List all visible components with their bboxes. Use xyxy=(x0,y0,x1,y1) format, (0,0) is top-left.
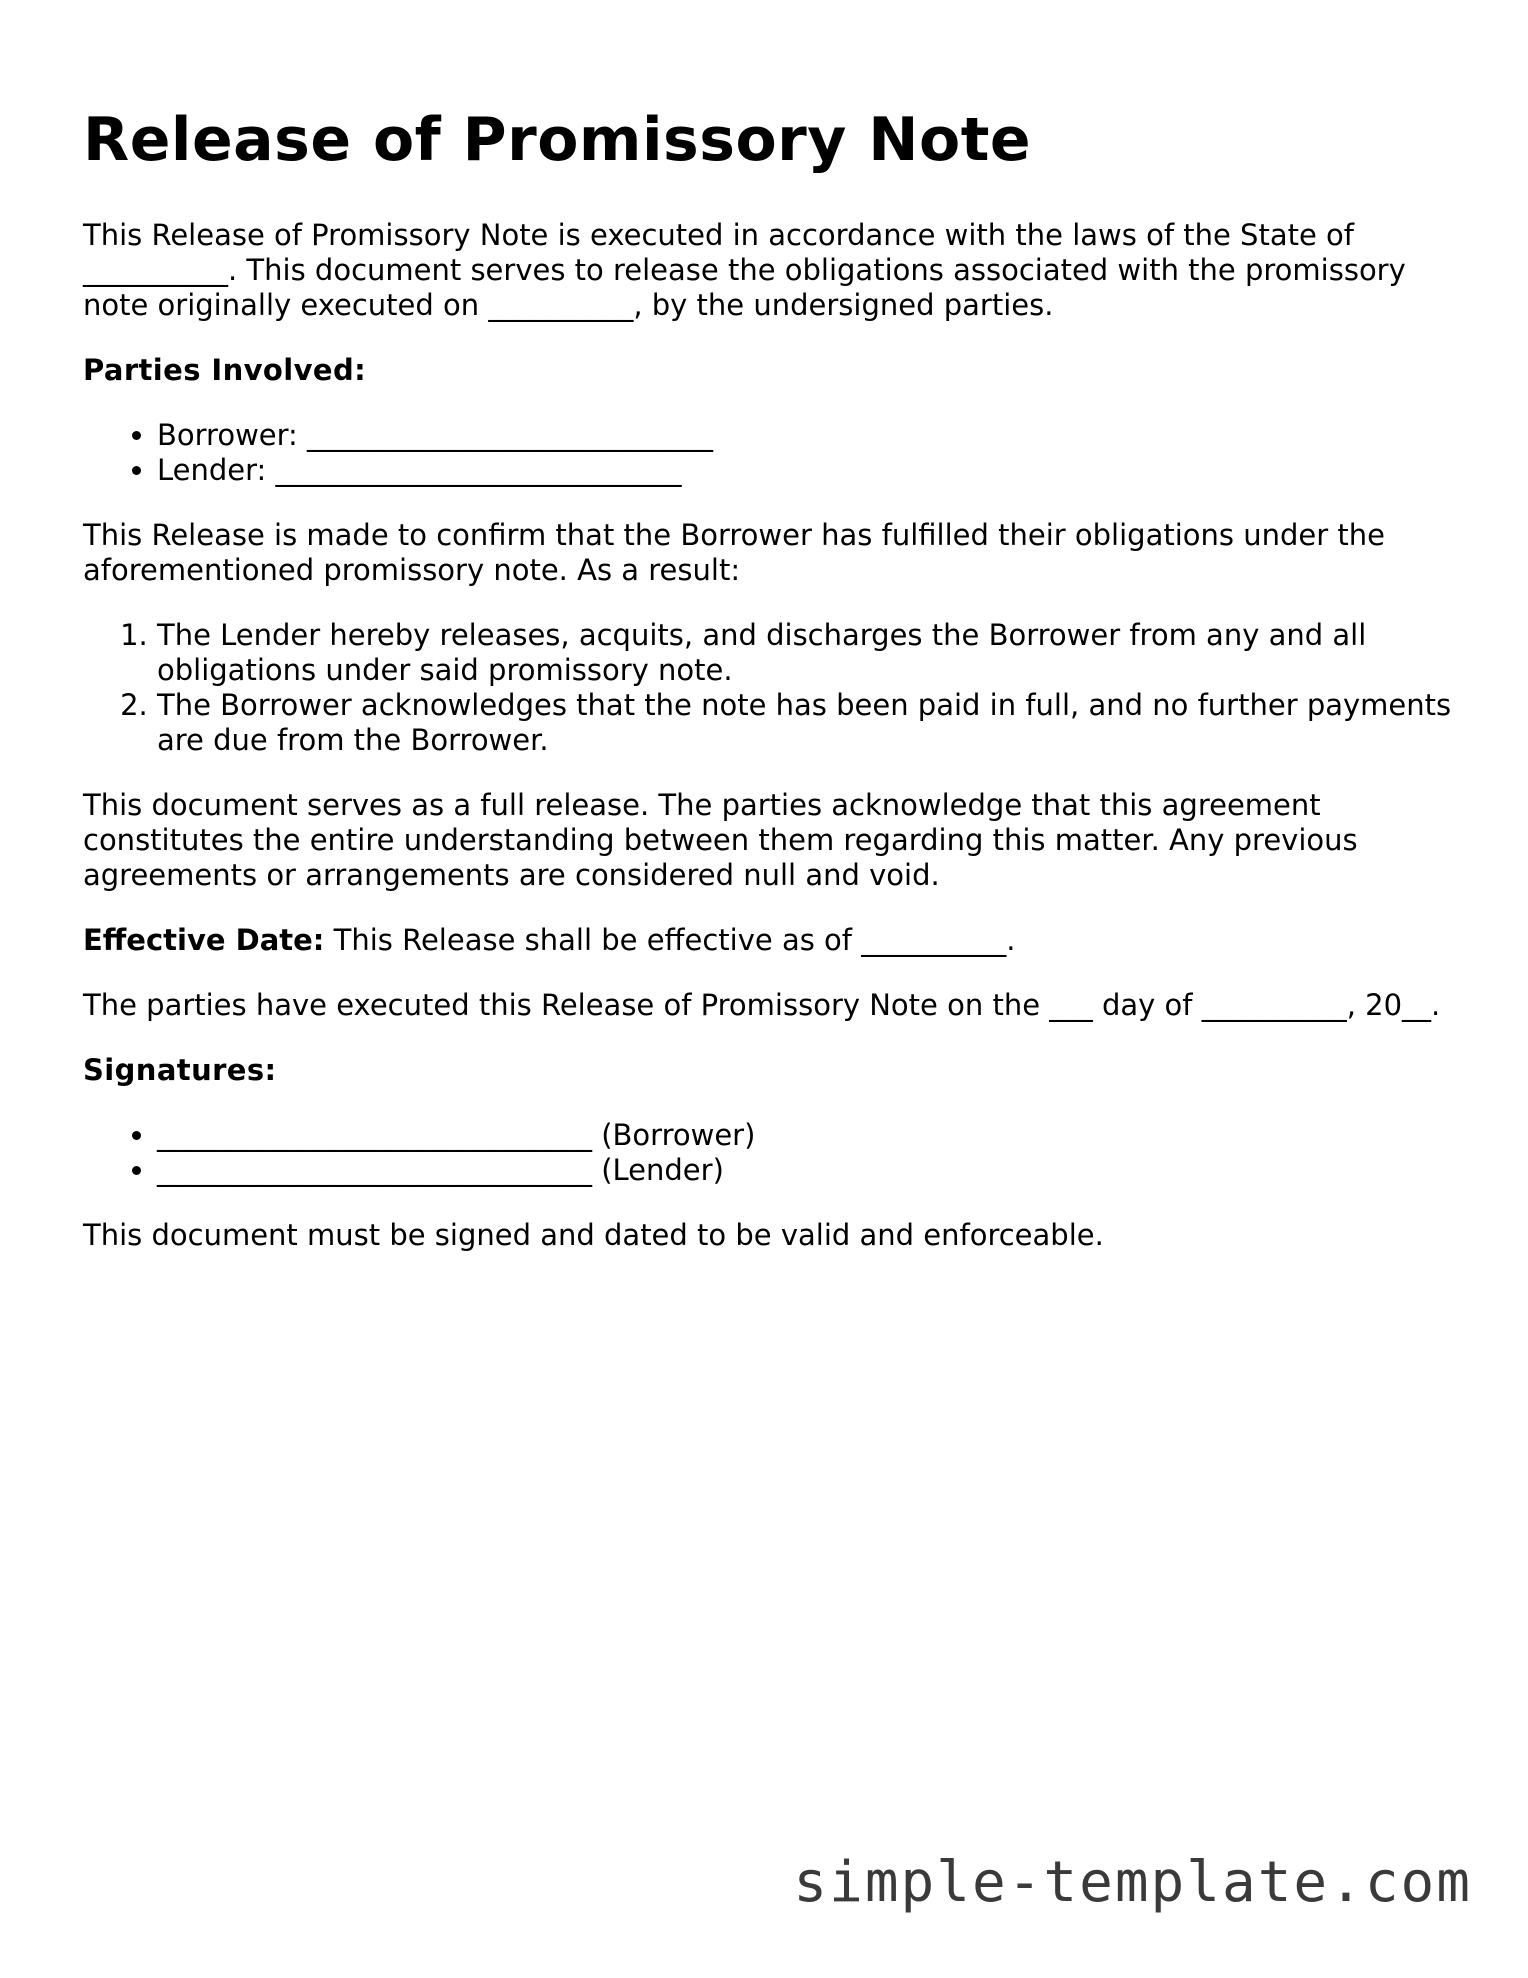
term-acknowledgement: 2. The Borrower acknowledges that the note has been paid in full, and no further payments are due from the Borrower. xyxy=(157,688,1453,758)
signatures-heading: Signatures: xyxy=(83,1053,277,1087)
effective-date-text: This Release shall be effective as of __________. xyxy=(324,923,1016,957)
term-release: 1. The Lender hereby releases, acquits, and discharges the Borrower from any and all obligations under said promissory note. xyxy=(157,618,1453,688)
terms-list xyxy=(83,618,1453,758)
site-watermark: simple-template.com xyxy=(793,1850,1472,1915)
parties-list xyxy=(83,418,1453,488)
document-page xyxy=(83,100,1453,1283)
intro-paragraph: This Release of Promissory Note is executed in accordance with the laws of the State of __________. This document serves to release the obligations associated with the promissory note originally executed on __________, by the undersigned parties. xyxy=(83,218,1406,322)
full-release-paragraph: This document serves as a full release. The parties acknowledge that this agreement constitutes the entire understanding between them regarding this matter. Any previous agreements or arrangements are considered null and void. xyxy=(83,788,1358,892)
signatures-list xyxy=(83,1118,1453,1188)
executed-paragraph: The parties have executed this Release of Promissory Note on the ___ day of __________, 20__. xyxy=(83,988,1441,1022)
party-lender: • Lender: ____________________________ xyxy=(157,453,1453,488)
document-title: Release of Promissory Note xyxy=(83,105,1032,175)
signature-lender: • ______________________________ (Lender) xyxy=(157,1153,1453,1188)
effective-date-label: Effective Date: xyxy=(83,923,325,957)
parties-heading: Parties Involved: xyxy=(83,353,367,387)
party-borrower: • Borrower: ____________________________ xyxy=(157,418,1453,453)
closing-paragraph: This document must be signed and dated to be valid and enforceable. xyxy=(83,1218,1104,1252)
purpose-paragraph: This Release is made to confirm that the Borrower has fulfilled their obligations under the aforementioned promissory note. As a result: xyxy=(83,518,1385,587)
signature-borrower: • ______________________________ (Borrower) xyxy=(157,1118,1453,1153)
effective-date-paragraph xyxy=(83,923,1453,958)
